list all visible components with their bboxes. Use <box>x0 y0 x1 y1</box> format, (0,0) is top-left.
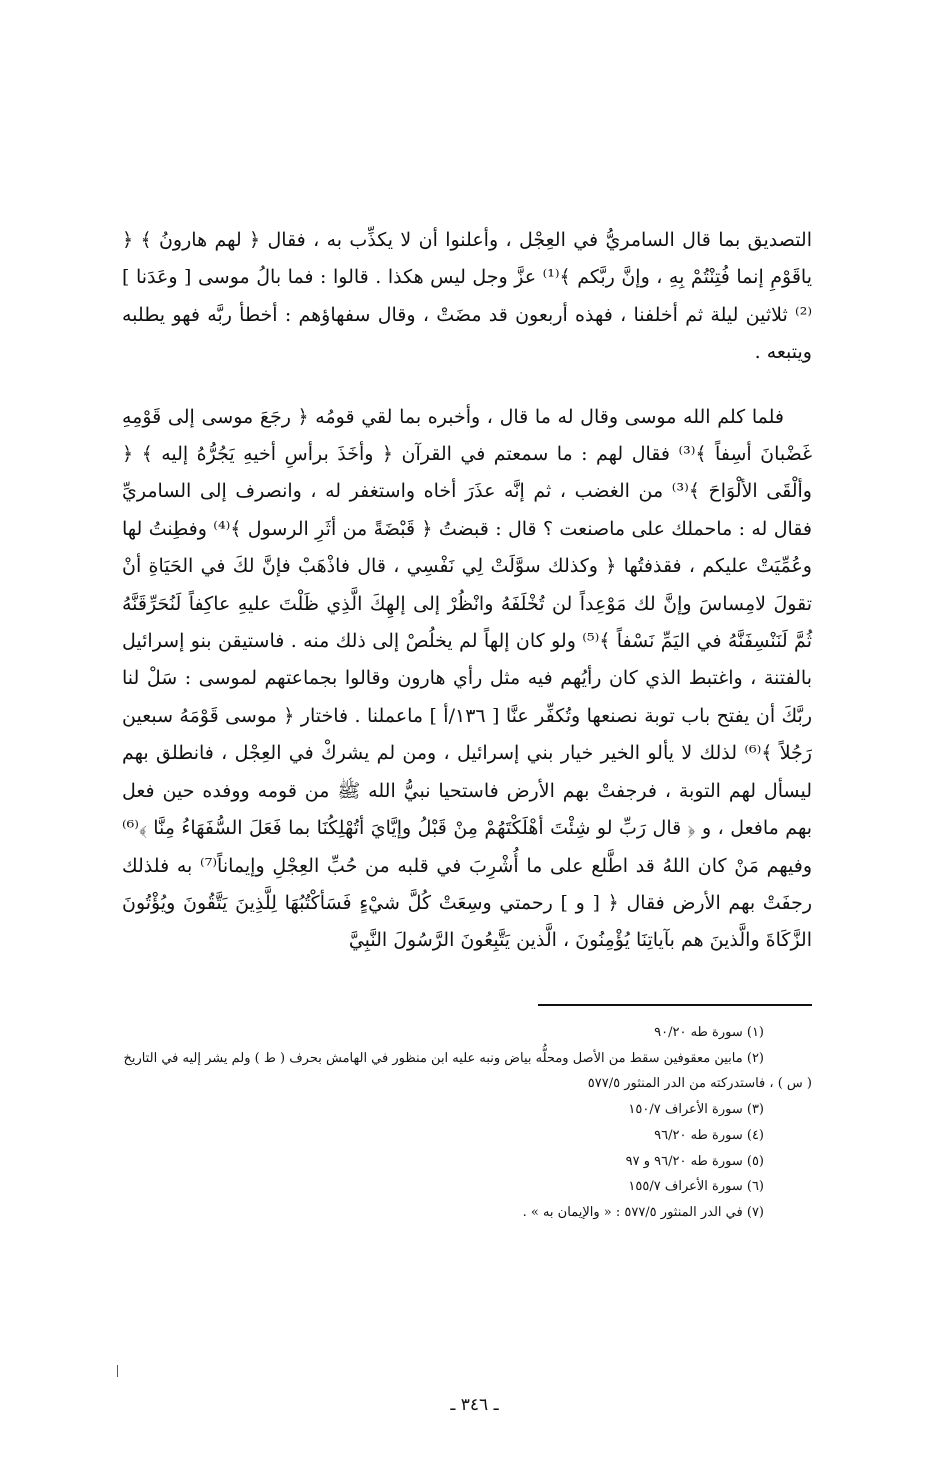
main-text <box>122 222 812 960</box>
footnote-7: (٧) في الدر المنثور ٥٧٧/٥ : « والإيمان به » . <box>522 1204 764 1220</box>
footnote-separator <box>538 1004 812 1006</box>
footnote-5: (٥) سورة طه ٩٦/٢٠ و ٩٧ <box>625 1153 764 1169</box>
paragraph-2: فلما كلم الله موسى وقال له ما قال ، وأخبره بما لقي قومُه ﴿ رجَعَ موسى إلى قَوْمِهِ غَضْبانَ أسِفاً ﴾⁽³⁾ فقال لهم : ما سمعتم في القرآن ﴿ وأخَذَ برأسِ أخيهِ يَجُرُّهُ إليه ﴾ ﴿ وألْقَى الألْوَاحَ ﴾⁽³⁾ من الغضب ، ثم إنَّه عذَرَ أخاه واستغفر له ، وانصرف إلى السامريِّ فقال له : ماحملك على ماصنعت ؟ قال : قبضتُ ﴿ قَبْضَةً من أثَرِ الرسول ﴾⁽⁴⁾ وفطِنتُ لها وعُمِّيَتْ عليكم ، فقذفتُها ﴿ وكذلك سوَّلَتْ لِي نَفْسِي ، قال فاذْهَبْ فإنَّ لكَ في الحَيَاةِ أنْ تقولَ لامِساسَ وإنَّ لك مَوْعِداً لن تُخْلَفَهُ وانْظُرْ إلى إلهِكَ الَّذِي ظَلْتَ عليهِ عاكِفاً لَنُحَرِّقَنَّهُ ثُمَّ لَنَنْسِفَنَّهُ في اليَمِّ نَسْفاً ﴾⁽⁵⁾ ولو كان إلهاً لم يخلُصْ إلى ذلك منه . فاستيقن بنو إسرائيل بالفتنة ، واغتبط الذي كان رأيُهم فيه مثل رأي هارون وقالوا بجماعتهم لموسى : سَلْ لنا ربَّكَ أن يفتح باب توبة نصنعها وتُكفِّر عنَّا [ ١٣٦/أ ] ماعملنا . فاختار ﴿ موسى قَوْمَهُ سبعين رَجُلاً ﴾⁽⁶⁾ لذلك لا يألو الخير خيار بني إسرائيل ، ومن لم يشركْ في العِجْل ، فانطلق بهم ليسأل لهم التوبة ، فرجفتْ بهم الأرض فاستحيا نبيُّ الله ﷺ من قومه ووفده حين فعل بهم مافعل ، و ﴿ قال رَبِّ لو شِئْتَ أهْلَكْتَهُمْ مِنْ قَبْلُ وإيَّايَ أتُهْلِكُنَا بما فَعَلَ السُّفَهَاءُ مِنَّا ﴾⁽⁶⁾ وفيهم مَنْ كان اللهُ قد اطَّلع على ما أُشْرِبَ في قلبه من حُبِّ العِجْلِ وإيماناً⁽⁷⁾ به فلذلك رجفَتْ بهم الأرض فقال ﴿ [ و ] رحمتي وسِعَتْ كُلَّ شيْءٍ فَسَأكْتُبُهَا لِلَّذِينَ يَتَّقُونَ ويُؤْتُونَ الزَّكَاةَ والَّذينَ هم بآياتِنَا يُؤْمِنُونَ ، الَّذين يَتَّبِعُونَ الرَّسُولَ النَّبِيَّ <box>122 405 813 952</box>
footnote-2: (٢) مابين معقوفين سقط من الأصل ومحلُّه بياض ونبه عليه ابن منظور في الهامش بحرف ( ط ) ولم يشر إليه في التاريخ ( س ) ، فاستدركته من الدر المنثور ٥٧٧/٥ <box>123 1050 812 1092</box>
paragraph-1: التصديق بما قال السامريُّ في العِجْل ، وأعلنوا أن لا يكذِّب به ، فقال ﴿ لهم هارونُ ﴾ ﴿ ياقَوْمِ إنما فُتِنْتُمْ بِهِ ، وإنَّ ربَّكم ﴾⁽¹⁾ عزَّ وجل ليس هكذا . قالوا : فما بالُ موسى [ وعَدَنا ]⁽²⁾ ثلاثين ليلة ثم أخلفنا ، فهذه أربعون قد مضَتْ ، وقال سفهاؤهم : أخطأ ربَّه فهو يطلبه ويتبعه . <box>122 229 812 364</box>
footnotes <box>120 1020 812 1226</box>
footnote-3: (٣) سورة الأعراف ١٥٠/٧ <box>628 1102 764 1118</box>
footnote-1: (١) سورة طه ٩٠/٢٠ <box>654 1025 764 1040</box>
footnote-6: (٦) سورة الأعراف ١٥٥/٧ <box>628 1179 764 1195</box>
margin-mark <box>117 1365 118 1377</box>
page-number: ـ ٣٤٦ ـ <box>450 1395 499 1415</box>
footnote-4: (٤) سورة طه ٩٦/٢٠ <box>654 1127 764 1143</box>
paragraph-gap <box>122 372 812 399</box>
